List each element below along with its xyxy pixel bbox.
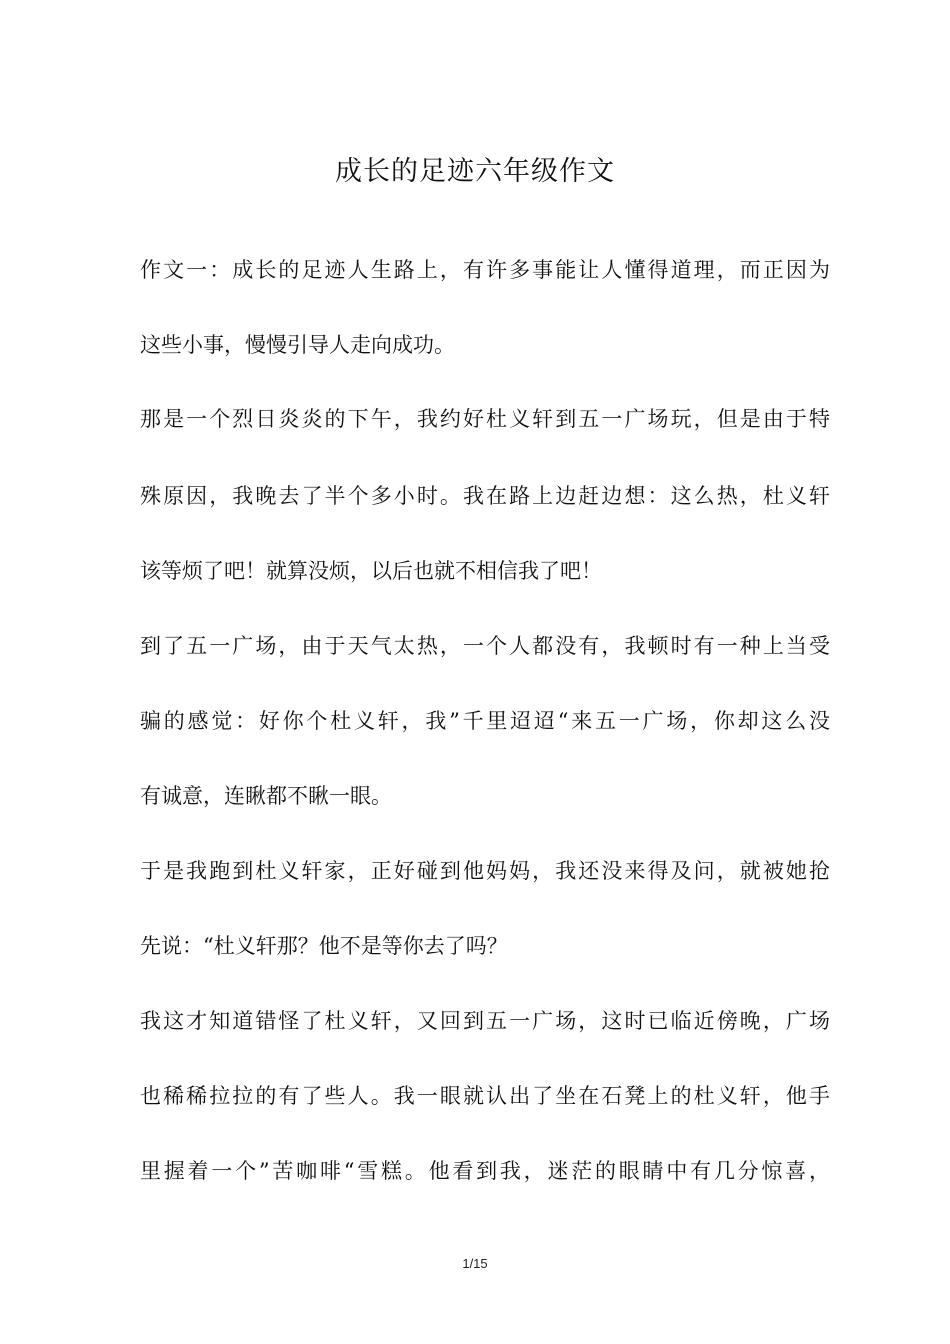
page-number: 1/15	[462, 1256, 488, 1271]
body-line-11: 我这才知道错怪了杜义轩，又回到五一广场，这时已临近傍晚，广场	[140, 1009, 830, 1033]
body-line-10: 先说：“杜义轩那？他不是等你去了吗？	[140, 934, 508, 958]
body-line-5: 该等烦了吧！就算没烦，以后也就不相信我了吧！	[140, 559, 602, 583]
body-line-12: 也稀稀拉拉的有了些人。我一眼就认出了坐在石凳上的杜义轩，他手	[140, 1084, 830, 1108]
body-line-9: 于是我跑到杜义轩家，正好碰到他妈妈，我还没来得及问，就被她抢	[140, 859, 830, 883]
body-line-4: 殊原因，我晚去了半个多小时。我在路上边赶边想：这么热，杜义轩	[140, 484, 830, 508]
body-line-2: 这些小事，慢慢引导人走向成功。	[140, 333, 455, 357]
body-line-8: 有诚意，连瞅都不瞅一眼。	[140, 784, 392, 808]
body-line-6: 到了五一广场，由于天气太热，一个人都没有，我顿时有一种上当受	[140, 634, 830, 658]
body-line-7: 骗的感觉：好你个杜义轩，我”千里迢迢“来五一广场，你却这么没	[140, 709, 830, 733]
body-line-13: 里握着一个”苦咖啡“雪糕。他看到我，迷茫的眼睛中有几分惊喜，	[140, 1159, 830, 1183]
document-title: 成长的足迹六年级作文	[335, 156, 615, 187]
body-line-1: 作文一：成长的足迹人生路上，有许多事能让人懂得道理，而正因为	[140, 258, 830, 282]
body-line-3: 那是一个烈日炎炎的下午，我约好杜义轩到五一广场玩，但是由于特	[140, 407, 830, 431]
